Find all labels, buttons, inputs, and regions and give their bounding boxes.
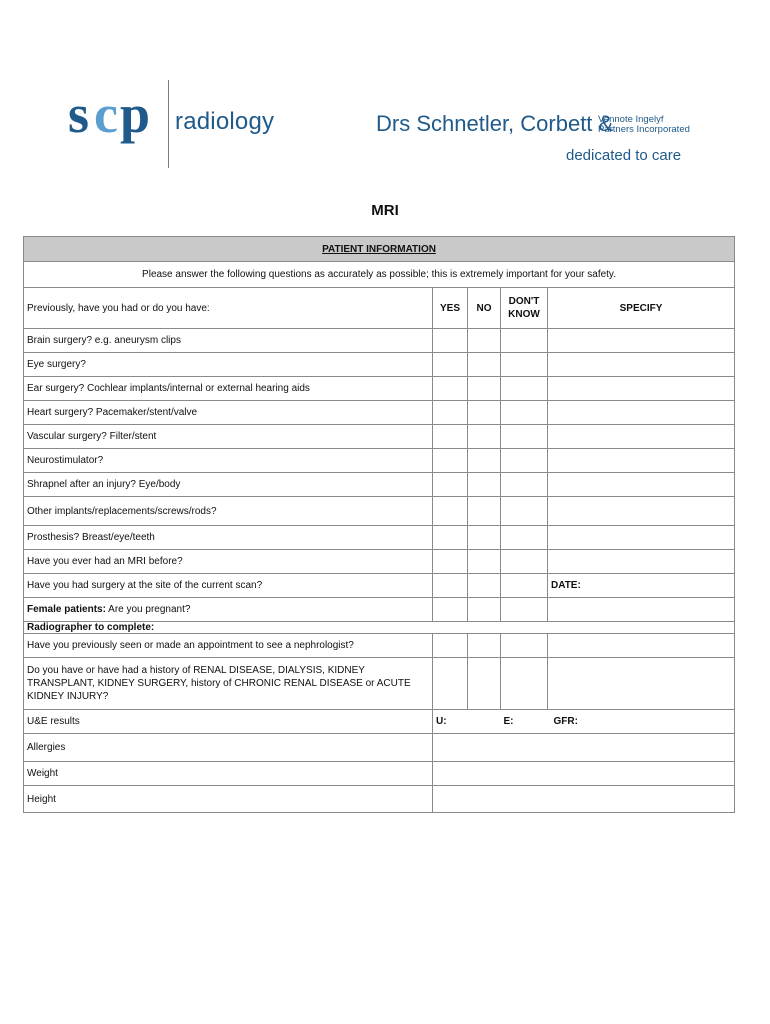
weight-label: Weight <box>24 762 433 786</box>
column-header-row <box>24 288 735 329</box>
document-title: MRI <box>371 202 399 219</box>
female-row <box>24 598 735 622</box>
letterhead <box>0 0 770 190</box>
svg-text:p: p <box>120 86 151 144</box>
allergies-label: Allergies <box>24 734 433 762</box>
question-row <box>24 401 735 425</box>
specify-cell[interactable] <box>548 449 735 473</box>
specify-cell[interactable] <box>548 425 735 449</box>
specify-cell[interactable] <box>548 329 735 353</box>
yes-cell[interactable] <box>433 634 468 658</box>
firm-sub <box>598 115 690 135</box>
question-row <box>24 449 735 473</box>
female-question <box>24 598 433 622</box>
dont-know-cell[interactable] <box>501 658 548 710</box>
weight-field[interactable] <box>433 762 735 786</box>
no-cell[interactable] <box>468 598 501 622</box>
scp-logo-icon <box>68 86 164 144</box>
specify-cell[interactable] <box>548 598 735 622</box>
firm-sub-line1: Vennote Ingelyf <box>598 114 664 125</box>
question-row <box>24 353 735 377</box>
female-question-text: Are you pregnant? <box>105 604 191 615</box>
logo-radiology-text: radiology <box>175 108 275 135</box>
question-label: Heart surgery? Pacemaker/stent/valve <box>24 401 433 425</box>
no-cell[interactable] <box>468 658 501 710</box>
question-label: Neurostimulator? <box>24 449 433 473</box>
specify-cell[interactable] <box>548 658 735 710</box>
yes-cell[interactable] <box>433 449 468 473</box>
specify-cell[interactable] <box>548 497 735 526</box>
dont-know-cell[interactable] <box>501 401 548 425</box>
no-cell[interactable] <box>468 473 501 497</box>
dont-know-cell[interactable] <box>501 377 548 401</box>
yes-cell[interactable] <box>433 425 468 449</box>
yes-cell[interactable] <box>433 473 468 497</box>
specify-cell[interactable] <box>548 526 735 550</box>
specify-cell[interactable] <box>548 377 735 401</box>
ue-results-row <box>24 710 735 734</box>
logo-divider <box>168 80 169 168</box>
question-label: Ear surgery? Cochlear implants/internal or external hearing aids <box>24 377 433 401</box>
renal-history-row <box>24 658 735 710</box>
firm-sub-line2: Partners Incorporated <box>598 124 690 135</box>
no-cell[interactable] <box>468 401 501 425</box>
allergies-row <box>24 734 735 762</box>
question-label: Other implants/replacements/screws/rods? <box>24 497 433 526</box>
question-label: Have you ever had an MRI before? <box>24 550 433 574</box>
question-row <box>24 526 735 550</box>
dont-know-cell[interactable] <box>501 598 548 622</box>
instruction-row <box>24 262 735 288</box>
radiographer-heading: Radiographer to complete: <box>24 622 735 634</box>
tagline: dedicated to care <box>566 147 682 164</box>
radiographer-heading-row <box>24 622 735 634</box>
female-label: Female patients: <box>27 604 106 615</box>
question-row <box>24 377 735 401</box>
height-field[interactable] <box>433 786 735 813</box>
question-column-header: Previously, have you had or do you have: <box>24 288 433 329</box>
yes-cell[interactable] <box>433 353 468 377</box>
no-cell[interactable] <box>468 497 501 526</box>
dont-know-cell[interactable] <box>501 353 548 377</box>
specify-cell[interactable] <box>548 401 735 425</box>
question-row <box>24 425 735 449</box>
no-cell[interactable] <box>468 353 501 377</box>
question-label: Vascular surgery? Filter/stent <box>24 425 433 449</box>
dont-know-cell[interactable] <box>501 497 548 526</box>
dont-know-cell[interactable] <box>501 449 548 473</box>
renal-history-question: Do you have or have had a history of RENAL DISEASE, DIALYSIS, KIDNEY TRANSPLANT, KIDNEY SURGERY, history of CHRONIC RENAL DISEASE or ACUTE KIDNEY INJURY? <box>24 658 433 710</box>
dont-know-cell[interactable] <box>501 574 548 598</box>
specify-cell[interactable] <box>548 550 735 574</box>
firm-name: Drs Schnetler, Corbett & <box>376 111 614 136</box>
instruction-text: Please answer the following questions as accurately as possible; this is extremely important for your safety. <box>24 262 735 288</box>
yes-cell[interactable] <box>433 574 468 598</box>
dont-know-cell[interactable] <box>501 634 548 658</box>
gfr-field[interactable]: GFR: <box>548 710 735 734</box>
question-row <box>24 497 735 526</box>
yes-cell[interactable] <box>433 550 468 574</box>
question-label: Shrapnel after an injury? Eye/body <box>24 473 433 497</box>
no-cell[interactable] <box>468 526 501 550</box>
dont-know-cell[interactable] <box>501 526 548 550</box>
date-field[interactable]: DATE: <box>548 574 735 598</box>
no-column-header: NO <box>468 288 501 329</box>
specify-cell[interactable] <box>548 353 735 377</box>
dont-know-cell[interactable] <box>501 473 548 497</box>
question-row <box>24 473 735 497</box>
dont-know-line2: KNOW <box>508 309 540 320</box>
yes-cell[interactable] <box>433 526 468 550</box>
e-field[interactable]: E: <box>501 710 548 734</box>
yes-cell[interactable] <box>433 658 468 710</box>
svg-text:c: c <box>94 86 118 144</box>
question-label: Prosthesis? Breast/eye/teeth <box>24 526 433 550</box>
no-cell[interactable] <box>468 449 501 473</box>
specify-cell[interactable] <box>548 634 735 658</box>
specify-column-header: SPECIFY <box>548 288 735 329</box>
u-field[interactable]: U: <box>433 710 501 734</box>
dont-know-cell[interactable] <box>501 329 548 353</box>
yes-cell[interactable] <box>433 401 468 425</box>
dont-know-cell[interactable] <box>501 550 548 574</box>
section-header-row <box>24 237 735 262</box>
question-label: Eye surgery? <box>24 353 433 377</box>
no-cell[interactable] <box>468 329 501 353</box>
question-label: Brain surgery? e.g. aneurysm clips <box>24 329 433 353</box>
dont-know-line1: DON'T <box>508 296 540 307</box>
specify-cell[interactable] <box>548 473 735 497</box>
allergies-field[interactable] <box>433 734 735 762</box>
height-label: Height <box>24 786 433 813</box>
nephrologist-row <box>24 634 735 658</box>
no-cell[interactable] <box>468 574 501 598</box>
weight-row <box>24 762 735 786</box>
yes-cell[interactable] <box>433 377 468 401</box>
no-cell[interactable] <box>468 550 501 574</box>
no-cell[interactable] <box>468 425 501 449</box>
dont-know-column-header <box>501 288 548 329</box>
yes-cell[interactable] <box>433 598 468 622</box>
ue-results-label: U&E results <box>24 710 433 734</box>
dont-know-cell[interactable] <box>501 425 548 449</box>
svg-text:s: s <box>68 86 90 144</box>
no-cell[interactable] <box>468 634 501 658</box>
no-cell[interactable] <box>468 377 501 401</box>
yes-cell[interactable] <box>433 329 468 353</box>
question-label: Have you had surgery at the site of the current scan? <box>24 574 433 598</box>
question-row <box>24 329 735 353</box>
question-row <box>24 574 735 598</box>
nephrologist-question: Have you previously seen or made an appointment to see a nephrologist? <box>24 634 433 658</box>
mri-questionnaire-table <box>23 236 735 813</box>
question-row <box>24 550 735 574</box>
height-row <box>24 786 735 813</box>
section-title: PATIENT INFORMATION <box>24 237 735 262</box>
yes-cell[interactable] <box>433 497 468 526</box>
yes-column-header: YES <box>433 288 468 329</box>
